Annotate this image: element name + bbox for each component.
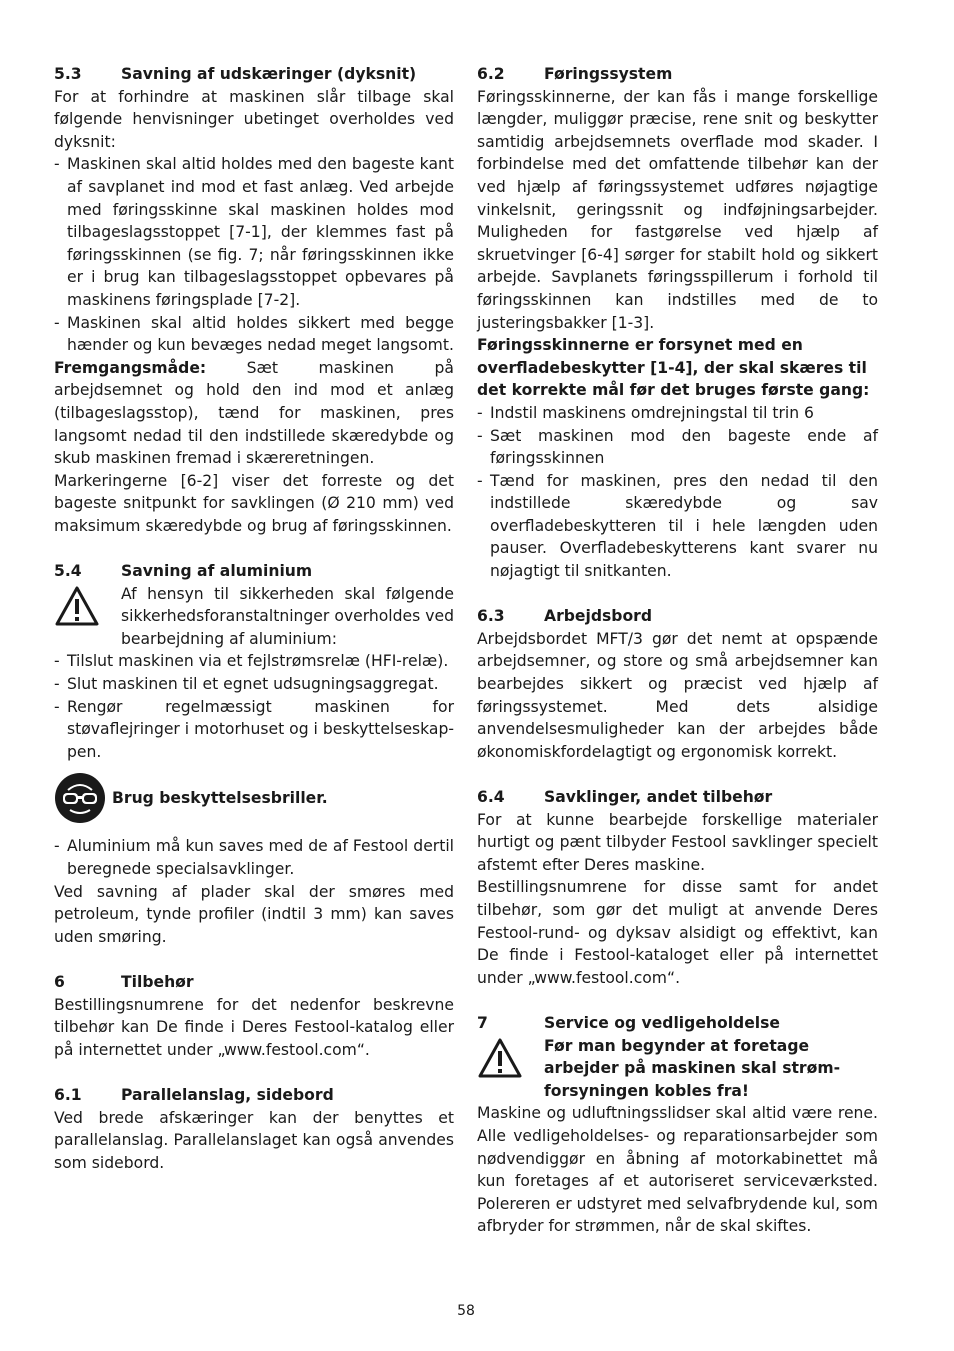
warning-triangle-icon (477, 1035, 544, 1086)
section-number: 6 (54, 972, 65, 991)
section-number: 7 (477, 1013, 488, 1032)
list-item: - Sæt maskinen mod den bageste ende af føringsskinnen (477, 425, 878, 470)
section-number: 5.3 (54, 65, 82, 83)
section-title: Parallelanslag, sidebord (121, 1085, 334, 1104)
bullet-list (477, 402, 878, 583)
section-5-4 (54, 560, 454, 948)
section-heading (54, 1084, 454, 1107)
section-6 (54, 971, 454, 1061)
goggles-notice (54, 772, 454, 824)
section-heading (54, 560, 454, 583)
bold-paragraph: Føringsskinnerne er forsynet med en overfladebeskytter [1-4], der skal skæres til det korrekte mål før det bruges første gang: (477, 336, 870, 400)
section-heading (477, 1012, 878, 1035)
warning-block (54, 583, 454, 651)
section-title: Service og vedligeholdelse (544, 1013, 780, 1032)
list-item: - Aluminium må kun saves med de af Festool dertil beregnede specialsavklinger. (54, 835, 454, 880)
section-number: 6.4 (477, 788, 505, 806)
paragraph: Føringsskinnerne, der kan fås i mange forskellige længder, muliggør præcise, rene snit og beskytter samtidig arbejdsemnets overflade mod skader. I forbindelse med det omfattende tilbehør kan der ved hjælp af føringssystemet udføres nøjagtige vinkelsnit, geringssnit og indføjningsarbejder. Muligheden for fastgørelse ved hjælp af skruetvinger [6-4] sørger for stabilt hold og sikkert arbejde. Savplanets føringsspillerum i forhold til føringsskinnen kan indstilles med de to justeringsbakker [1-3]. (477, 87, 878, 332)
section-number: 6.3 (477, 607, 505, 626)
section-number: 6.1 (54, 1085, 82, 1104)
paragraph: Maskine og udluftningsslidser skal altid være rene. Alle vedligeholdelses- og reparationsarbejder som nødvendiggør en åbning af motorkabinettet må kun foretages af et autoriseret serviceværksted. Polereren er udstyret med selvafbrydende kul, som afbryder for strømmen, når de skal skiftes. (477, 1104, 878, 1236)
section-title: Savning af aluminium (121, 562, 313, 581)
list-item: - Maskinen skal altid holdes sikkert med begge hænder og kun bevæges nedad meget langsomt. (54, 312, 454, 357)
bullet-list (54, 650, 454, 763)
section-title: Arbejdsbord (544, 607, 653, 626)
safety-goggles-icon (54, 772, 106, 824)
section-6-3 (477, 605, 878, 763)
list-item: - Indstil maskinens omdrejningstal til trin 6 (477, 402, 878, 425)
right-column (477, 63, 878, 1260)
warning-block (477, 1035, 878, 1103)
paragraph: Arbejdsbordet MFT/3 gør det nemt at opspænde arbejdsemner, og store og små arbejdsemner kan bearbejdes sikkert og præcist ved hjælp af føringssystemet. Med dets alsidige anvendelsesmuligheder kan der arbejdes både økonomiskfordelagtigt og ergonomisk korrekt. (477, 629, 878, 761)
section-heading (477, 63, 878, 86)
section-title: Tilbehør (121, 972, 194, 991)
section-6-4 (477, 786, 878, 989)
section-number: 5.4 (54, 562, 82, 581)
paragraph: For at forhindre at maskinen slår tilbage skal følgende henvisninger ubetinget overholdes ved dyksnit: (54, 87, 454, 151)
section-5-3 (54, 63, 454, 537)
list-item: - Rengør regelmæssigt maskinen for støvaflejringer i motorhuset og i beskyttelseskap-pen. (54, 696, 454, 764)
list-item: - Slut maskinen til et egnet udsugningsaggregat. (54, 673, 454, 696)
paragraph: Markeringerne [6-2] viser det forreste og det bageste snitpunkt for savklingen (Ø 210 mm) ved maksimum skæredybde og brug af føringsskinnen. (54, 471, 454, 535)
goggles-text: Brug beskyttelsesbriller. (112, 789, 328, 808)
list-item: - Maskinen skal altid holdes med den bageste kant af savplanet ind mod et fast anlæg. Ved arbejde med føringsskinne skal maskinen holdes mod tilbageslagsstoppet [7-1], der klemmes fast på føringsskinnen (se fig. 7; når føringsskinnen ikke er i brug kan tilbageslagsstoppet opbevares på maskinens føringsplade [7-2]. (54, 153, 454, 311)
warning-text: Af hensyn til sikkerheden skal følgende sikkerhedsforanstaltninger overholdes ved bearbejdning af aluminium: (121, 584, 454, 648)
section-title: Savklinger, andet tilbehør (544, 788, 773, 806)
section-number: 6.2 (477, 65, 505, 83)
section-heading (477, 605, 878, 628)
section-6-2 (477, 63, 878, 583)
paragraph: For at kunne bearbejde forskellige materialer hurtigt og pænt tilbyder Festool savklinger specielt afstemt efter Deres maskine. (477, 810, 878, 874)
list-item: - Tænd for maskinen, pres den nedad til den indstillede skæredybde og sav overfladebeskytteren til i hele længden uden pauser. Overfladebeskytterens kant svarer nu nøjagtigt til snitkanten. (477, 470, 878, 583)
paragraph: Bestillingsnumrene for disse samt for andet tilbehør, som gør det muligt at anvende Deres Festool-rund- og dyksav alsidigt og effektivt, kan De finde i Festool-kataloget eller på internettet under „www.festool.com“. (477, 878, 878, 987)
procedure-label: Fremgangsmåde: (54, 358, 207, 377)
procedure-paragraph (54, 357, 454, 470)
section-heading (54, 971, 454, 994)
left-column (54, 63, 454, 1197)
section-heading (54, 63, 454, 86)
page-number: 58 (457, 1303, 475, 1319)
paragraph: Ved brede afskæringer kan der benyttes et parallelanslag. Parallelanslaget kan også anvendes som sidebord. (54, 1108, 454, 1172)
paragraph: Bestillingsnumrene for det nedenfor beskrevne tilbehør kan De finde i Deres Festool-katalog eller på internettet under „www.festool.com“. (54, 995, 454, 1059)
paragraph: Ved savning af plader skal der smøres med petroleum, tynde profiler (indtil 3 mm) kan saves uden smøring. (54, 882, 454, 946)
warning-triangle-icon (54, 583, 121, 634)
bullet-list (54, 835, 454, 880)
section-title: Savning af udskæringer (dyksnit) (121, 65, 417, 83)
section-title: Føringssystem (544, 65, 673, 83)
list-item: - Tilslut maskinen via et fejlstrømsrelæ (HFI-relæ). (54, 650, 454, 673)
section-6-1 (54, 1084, 454, 1174)
bullet-list (54, 153, 454, 356)
section-7 (477, 1012, 878, 1238)
section-heading (477, 786, 878, 809)
procedure-text: Sæt maskinen på arbejdsemnet og hold den ind mod et anlæg (tilbageslagsstop), tænd for maskinen, pres langsomt nedad til den indstillede skæredybde og skub maskinen fremad i skæreretningen. (54, 358, 454, 468)
warning-text: Før man begynder at foretage arbejder på maskinen skal strøm-forsyningen kobles fra! (544, 1036, 841, 1100)
